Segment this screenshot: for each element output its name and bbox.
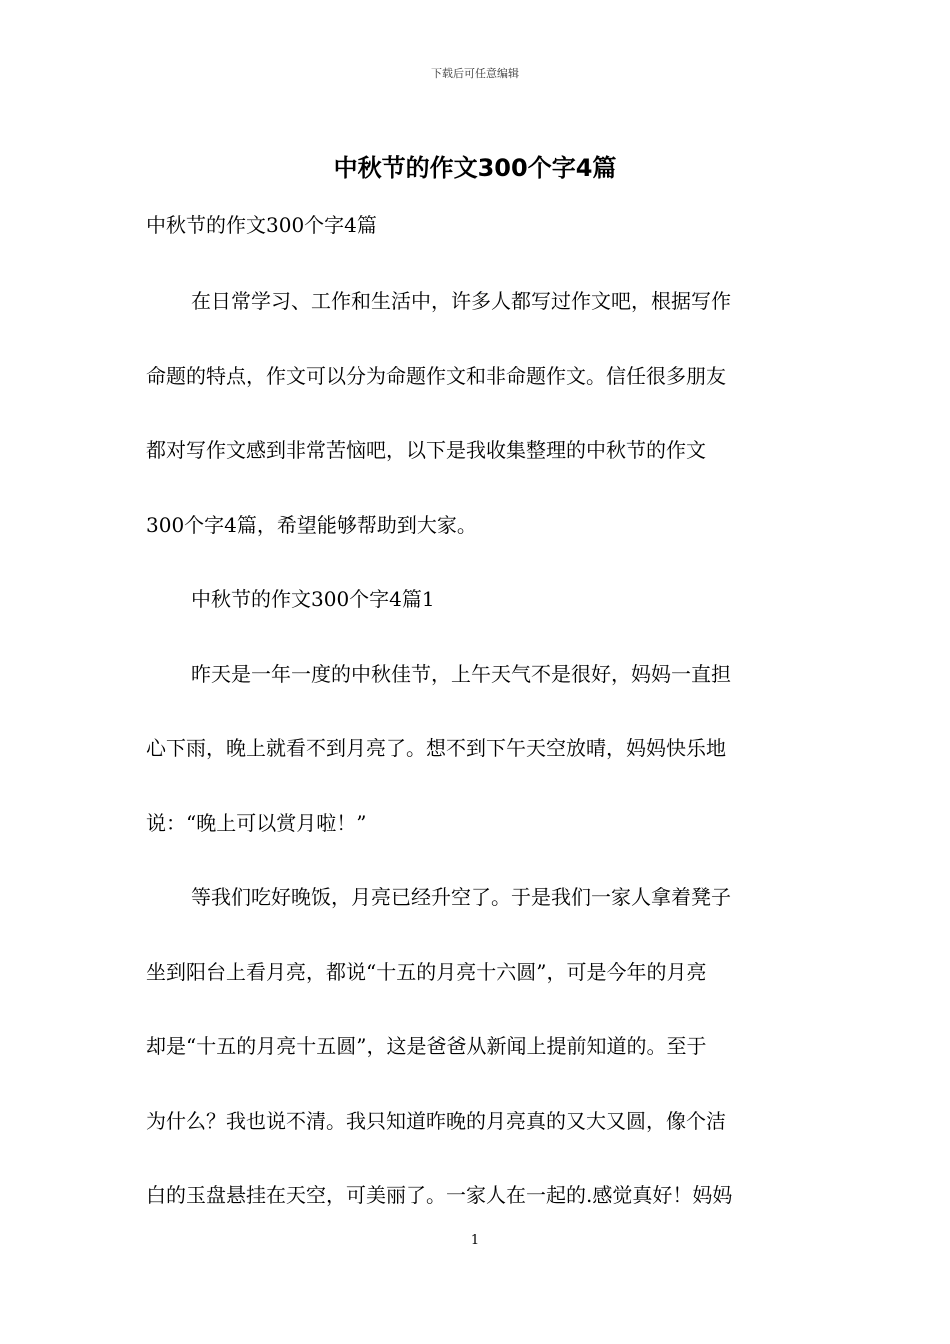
document-subtitle: 中秋节的作文300个字4篇 — [146, 213, 377, 237]
body-line: 在日常学习、工作和生活中，许多人都写过作文吧，根据写作 — [191, 289, 731, 313]
body-line: 说：“晚上可以赏月啦！” — [146, 811, 367, 835]
body-line: 却是“十五的月亮十五圆”，这是爸爸从新闻上提前知道的。至于 — [146, 1034, 707, 1058]
body-line: 白的玉盘悬挂在天空，可美丽了。一家人在一起的.感觉真好！妈妈 — [146, 1183, 733, 1207]
body-line: 心下雨，晚上就看不到月亮了。想不到下午天空放晴，妈妈快乐地 — [146, 736, 726, 760]
body-line: 都对写作文感到非常苦恼吧，以下是我收集整理的中秋节的作文 — [146, 438, 706, 462]
body-line: 等我们吃好晚饭，月亮已经升空了。于是我们一家人拿着凳子 — [191, 885, 731, 909]
section-heading: 中秋节的作文300个字4篇1 — [191, 587, 435, 611]
document-title: 中秋节的作文300个字4篇 — [333, 154, 617, 182]
body-line: 300个字4篇，希望能够帮助到大家。 — [146, 513, 477, 537]
body-line: 坐到阳台上看月亮，都说“十五的月亮十六圆”，可是今年的月亮 — [146, 960, 707, 984]
body-line: 命题的特点，作文可以分为命题作文和非命题作文。信任很多朋友 — [146, 364, 726, 388]
body-line: 为什么？我也说不清。我只知道昨晚的月亮真的又大又圆，像个洁 — [146, 1109, 726, 1133]
header-note: 下载后可任意编辑 — [431, 67, 519, 80]
page-number: 1 — [470, 1233, 480, 1248]
body-line: 昨天是一年一度的中秋佳节，上午天气不是很好，妈妈一直担 — [191, 662, 731, 686]
